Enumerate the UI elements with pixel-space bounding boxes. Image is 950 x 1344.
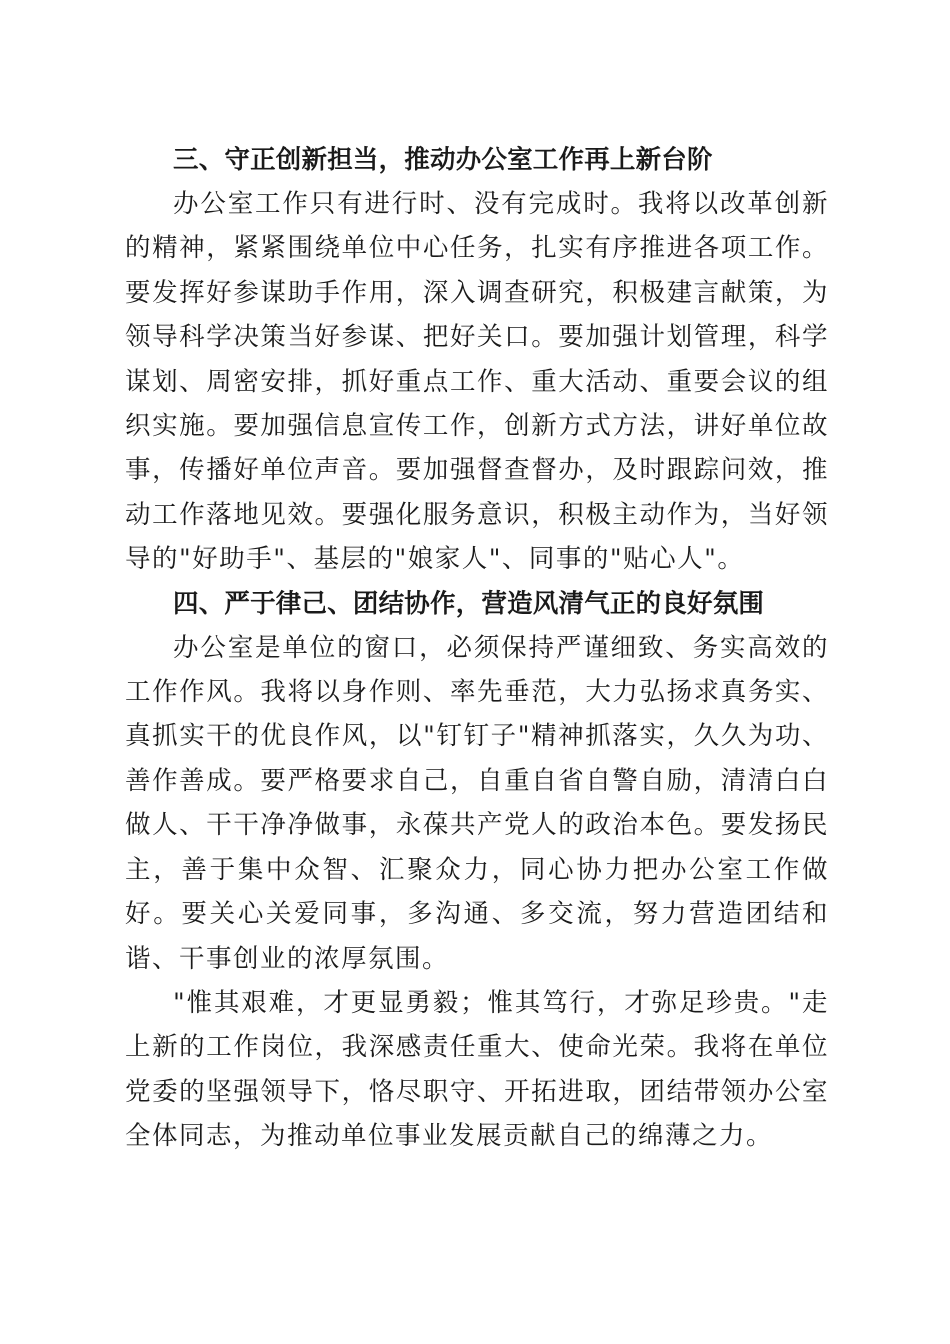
document-page [125, 138, 829, 1159]
section-three-paragraph: 办公室工作只有进行时、没有完成时。我将以改革创新的精神，紧紧围绕单位中心任务，扎实有序推进各项工作。要发挥好参谋助手作用，深入调查研究，积极建言献策，为领导科学决策当好参谋、把好关口。要加强计划管理，科学谋划、周密安排，抓好重点工作、重大活动、重要会议的组织实施。要加强信息宣传工作，创新方式方法，讲好单位故事，传播好单位声音。要加强督查督办，及时跟踪问效，推动工作落地见效。要强化服务意识，积极主动作为，当好领导的"好助手"、基层的"娘家人"、同事的"贴心人"。 [125, 189, 829, 575]
section-four-heading: 四、严于律己、团结协作，营造风清气正的良好氛围 [173, 588, 765, 619]
section-four-paragraph: 办公室是单位的窗口，必须保持严谨细致、务实高效的工作作风。我将以身作则、率先垂范，大力弘扬求真务实、真抓实干的优良作风，以"钉钉子"精神抓落实，久久为功、善作善成。要严格要求自己，自重自省自警自励，清清白白做人、干干净净做事，永葆共产党人的政治本色。要发扬民主，善于集中众智、汇聚众力，同心协力把办公室工作做好。要关心关爱同事，多沟通、多交流，努力营造团结和谐、干事创业的浓厚氛围。 [125, 632, 829, 974]
closing-paragraph: "惟其艰难，才更显勇毅；惟其笃行，才弥足珍贵。"走上新的工作岗位，我深感责任重大、使命光荣。我将在单位党委的坚强领导下，恪尽职守、开拓进取，团结带领办公室全体同志，为推动单位事业发展贡献自己的绵薄之力。 [125, 987, 829, 1152]
section-three-heading: 三、守正创新担当，推动办公室工作再上新台阶 [173, 145, 713, 175]
section-four [125, 582, 829, 981]
section-three [125, 138, 829, 582]
